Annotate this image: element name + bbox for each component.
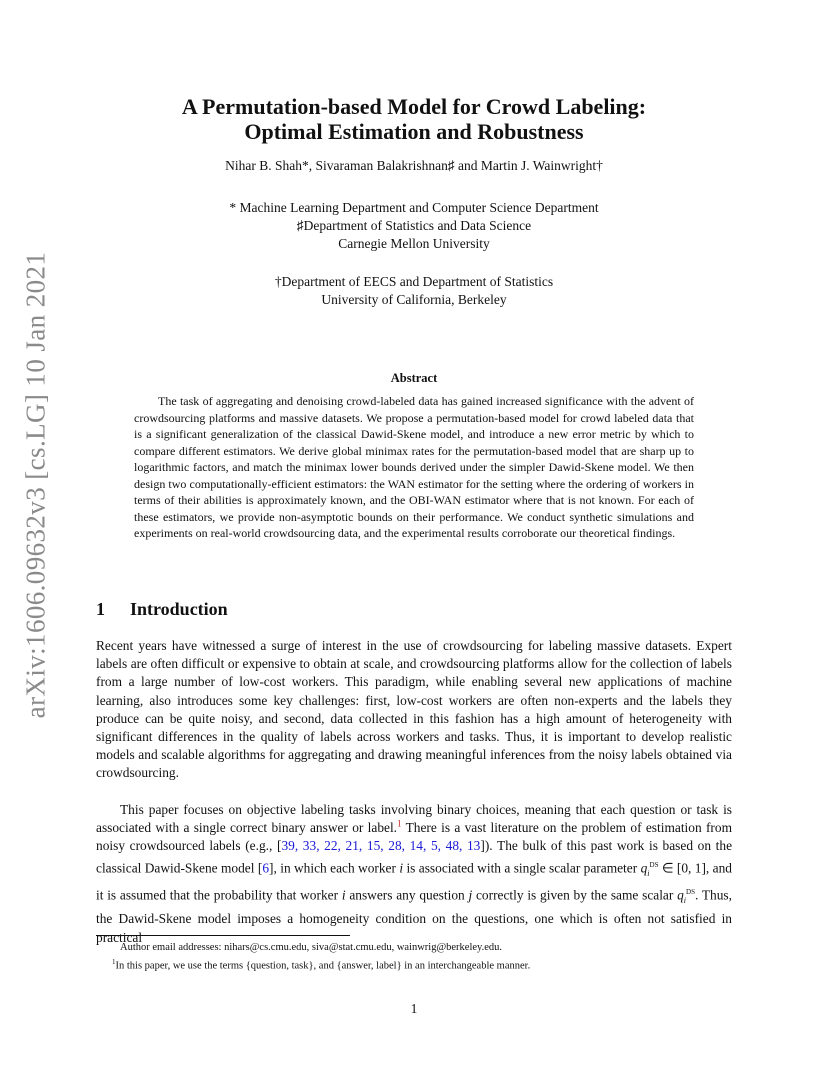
footnote-1 [96,955,732,974]
affiliation-line: †Department of EECS and Department of Statistics [274,274,554,289]
math-sub-var: i [647,868,650,878]
paper-title [96,94,732,144]
abstract-heading: Abstract [390,371,438,385]
text-run: answers any question [345,887,469,903]
title-line-1: A Permutation-based Model for Crowd Labeling: [181,94,647,119]
abstract-text: The task of aggregating and denoising crowd-labeled data has gained increased significance with the advent of crowdsourcing platforms and massive datasets. We propose a permutation-based model for crowd labeled data that is a significant generalization of the classical Dawid-Skene model, and introduce a new error metric by which to compare different estimators. We derive global minimax rates for the permutation-based model that are sharp up to logarithmic factors, and match the minimax lower bounds derived under the simpler Dawid-Skene model. We then design two computationally-efficient estimators: the WAN estimator for the setting where the ordering of workers in terms of their abilities is approximately known, and the OBI-WAN estimator where that is not known. For each of these estimators, we provide non-asymptotic bounds on their performance. We conduct synthetic simulations and experiments on real-world crowdsourcing data, and the experimental results corroborate our theoretical findings. [134,394,694,540]
text-run: correctly is given by the same scalar [472,887,678,903]
arxiv-identifier-stamp: arXiv:1606.09632v3 [cs.LG] 10 Jan 2021 [20,251,51,719]
affiliation-line: Carnegie Mellon University [338,236,490,251]
section-heading [96,599,228,620]
text-run: ], in which each worker [269,860,400,876]
text-run: ]). The bulk of this past work is based on the classical Dawid-Skene model [ [96,838,733,876]
math-var-i: i [341,887,346,903]
citation-6-link[interactable]: 6 [262,860,270,876]
math-q-symbol: q [677,887,684,903]
math-sub-i [684,896,686,905]
affiliation-line: University of California, Berkeley [321,292,507,307]
page-number: 1 [410,1001,418,1016]
section-title: Introduction [130,599,228,619]
citation-links[interactable]: 39, 33, 22, 21, 15, 28, 14, 5, 48, 13 [281,838,481,854]
footnote-1-text: In this paper, we use the terms {question, task}, and {answer, label} in an interchangeable manner. [115,960,531,972]
affiliation-berkeley [96,273,732,309]
footnote-1-mark: 1 [112,958,116,966]
math-q-symbol: q [640,860,648,876]
footnote-emails: Author email addresses: nihars@cs.cmu.edu, siva@stat.cmu.edu, wainwrig@berkeley.edu. [120,942,503,953]
text-run: is associated with a single scalar parameter [403,860,641,876]
author-list: Nihar B. Shah*, Sivaraman Balakrishnan♯ and Martin J. Wainwright† [225,158,603,173]
footnotes [96,940,732,974]
math-sub-var: i [683,896,687,906]
text-run: There is a vast literature on the problem of estimation from noisy crowdsourced labels (e.g., [ [96,820,732,854]
text-run: ∈ [0, 1], and it is assumed that the probability that worker [96,860,732,903]
text-run: This paper focuses on objective labeling tasks involving binary choices, meaning that each question or task is associated with a single correct binary answer or label. [96,802,732,836]
math-var-i: i [399,860,404,876]
affiliation-cmu [96,199,732,253]
math-sup-ds: DS [686,887,695,896]
math-sub-i [647,869,649,878]
footnote-1-link[interactable]: 1 [397,818,402,829]
footnote-divider [96,935,350,936]
text-run: . Thus, the Dawid-Skene model imposes a homogeneity condition on the questions, one which is often not satisfied in practical [96,887,732,945]
math-sup-ds: DS [649,860,659,869]
title-line-2: Optimal Estimation and Robustness [244,119,584,144]
math-q [677,887,684,902]
affiliation-line: * Machine Learning Department and Computer Science Department [229,200,599,215]
math-var-j: j [468,887,473,903]
intro-paragraph-2 [96,801,732,947]
affiliation-line: ♯Department of Statistics and Data Science [296,218,532,233]
intro-paragraph-1: Recent years have witnessed a surge of interest in the use of crowdsourcing for labeling massive datasets. Expert labels are often difficult or expensive to obtain at scale, and crowdsourcing platforms allow for the collection of labels from a large number of low-cost workers. This paradigm, while enabling several new applications of machine learning, also introduces some key challenges: first, low-cost workers are often non-experts and the labels they produce can be quite noisy, and second, data collected in this fashion has a high amount of heterogeneity with significant differences in the quality of labels across workers and tasks. Thus, it is important to develop realistic models and scalable algorithms for aggregating and drawing meaningful inferences from the noisy labels obtained via crowdsourcing. [96,638,732,781]
section-number: 1 [96,599,105,619]
